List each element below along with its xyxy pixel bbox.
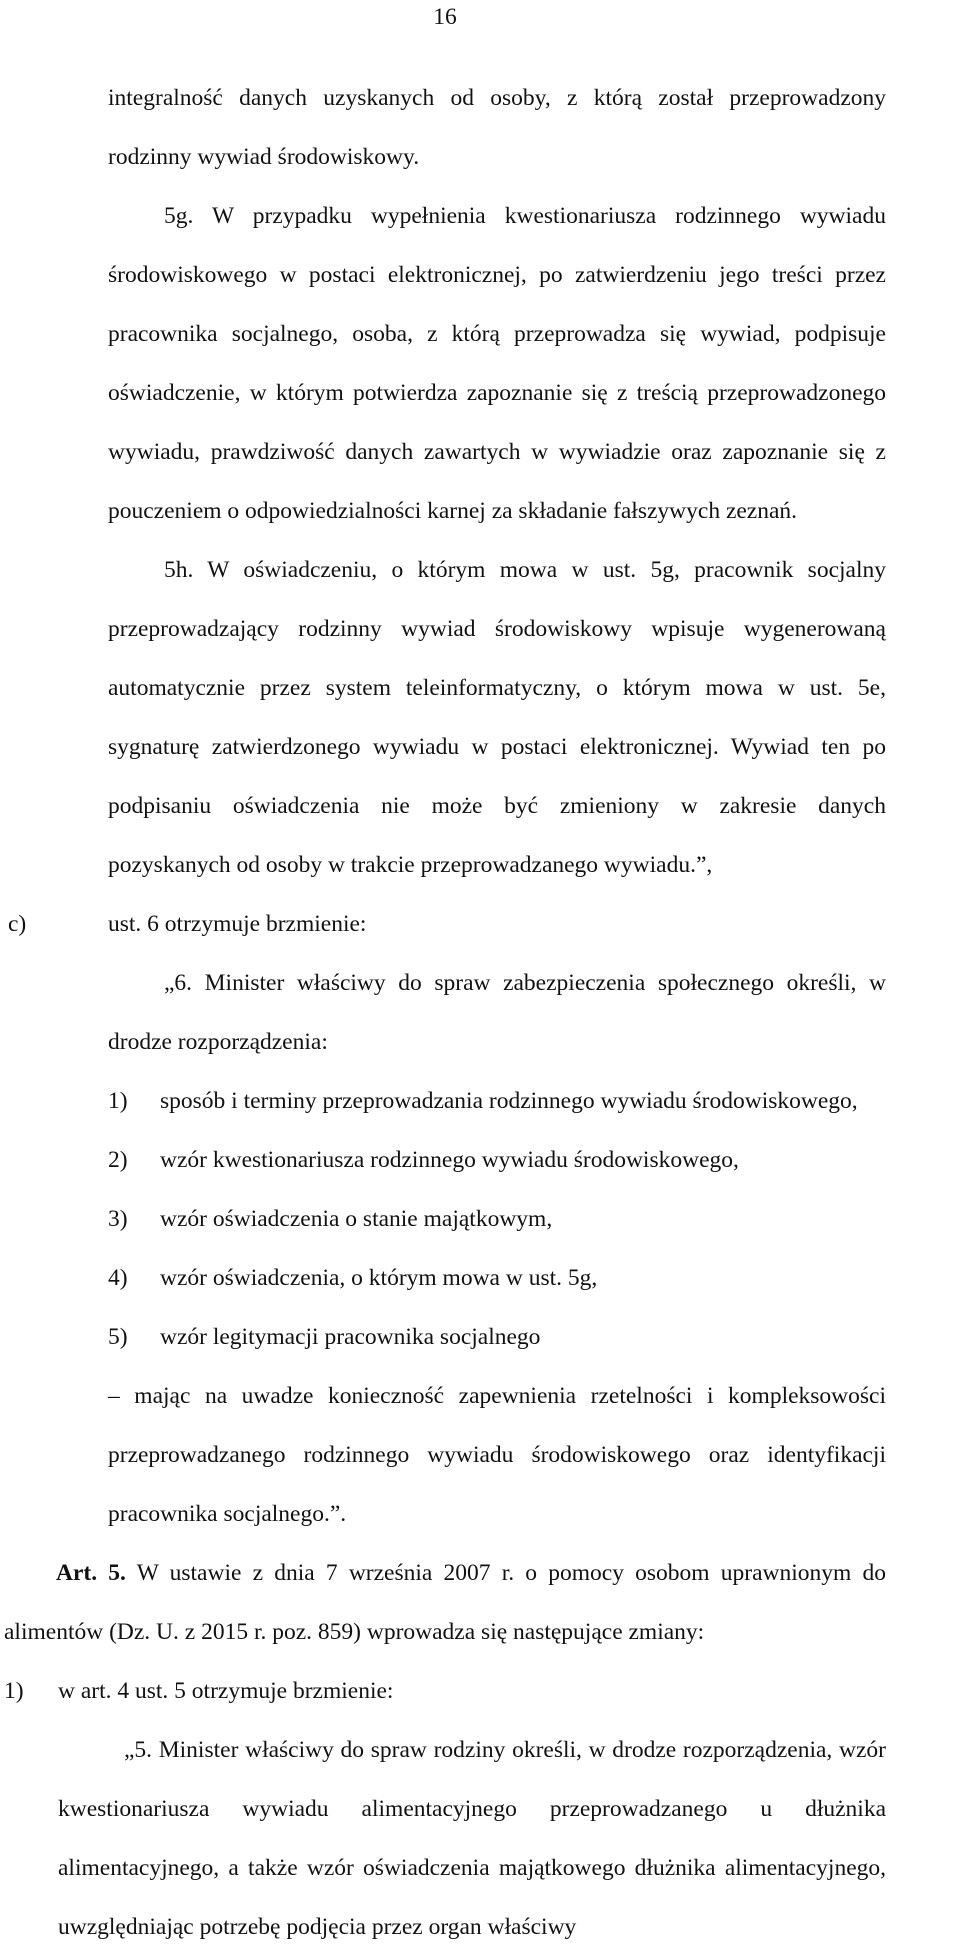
article-label: Art. 5.: [56, 1560, 126, 1586]
list-item-number: 2): [108, 1147, 128, 1173]
regulation-list: [0, 1072, 960, 1367]
document-body: [0, 69, 960, 1957]
list-item-number: 4): [108, 1265, 128, 1291]
page-number: 16: [433, 4, 457, 30]
list-item: [0, 1190, 886, 1249]
list-item-text: wzór oświadczenia, o którym mowa w ust. 5g,: [160, 1265, 598, 1291]
quoted-paragraph-5: „5. Minister właściwy do spraw rodziny określi, w drodze rozporządzenia, wzór kwestionariusza wywiadu alimentacyjnego przeprowadzanego u dłużnika alimentacyjnego, a także wzór oświadczenia majątkowego dłużnika alimentacyjnego, uwzględniając potrzebę podjęcia przez organ właściwy: [58, 1737, 886, 1940]
list-item: [0, 1131, 886, 1190]
list-item-text: wzór oświadczenia o stanie majątkowym,: [160, 1206, 553, 1232]
list-item: [0, 1249, 886, 1308]
closing-clause: – mając na uwadze konieczność zapewnienia rzetelności i kompleksowości przeprowadzanego rodzinnego wywiadu środowiskowego oraz identyfikacji pracownika socjalnego.”.: [108, 1383, 886, 1527]
list-item-number: 3): [108, 1206, 128, 1232]
paragraph-5h: 5h. W oświadczeniu, o którym mowa w ust. 5g, pracownik socjalny przeprowadzający rodzinny wywiad środowiskowy wpisuje wygenerowaną automatycznie przez system teleinformatyczny, o którym mowa w ust. 5e, sygnaturę zatwierdzonego wywiadu w postaci elektronicznej. Wywiad ten po podpisaniu oświadczenia nie może być zmieniony w zakresie danych pozyskanych od osoby w trakcie przeprowadzanego wywiadu.”,: [108, 557, 886, 878]
list-item-text: sposób i terminy przeprowadzania rodzinnego wywiadu środowiskowego,: [160, 1088, 858, 1114]
article-item-1-text: w art. 4 ust. 5 otrzymuje brzmienie:: [58, 1678, 394, 1704]
list-item-number: 1): [108, 1088, 128, 1114]
list-item-text: wzór kwestionariusza rodzinnego wywiadu środowiskowego,: [160, 1147, 739, 1173]
point-c: [0, 895, 886, 954]
list-item: [0, 1308, 886, 1367]
article-item-1: [0, 1662, 886, 1721]
point-c-text: ust. 6 otrzymuje brzmienie:: [108, 911, 367, 937]
list-item: [0, 1072, 886, 1131]
point-c-marker: c): [8, 911, 27, 937]
paragraph-5g: 5g. W przypadku wypełnienia kwestionariusza rodzinnego wywiadu środowiskowego w postaci elektronicznej, po zatwierdzeniu jego treści przez pracownika socjalnego, osoba, z którą przeprowadza się wywiad, podpisuje oświadczenie, w którym potwierdza zapoznanie się z treścią przeprowadzonego wywiadu, prawdziwość danych zawartych w wywiadzie oraz zapoznanie się z pouczeniem o odpowiedzialności karnej za składanie fałszywych zeznań.: [108, 203, 886, 524]
list-item-text: wzór legitymacji pracownika socjalnego: [160, 1324, 541, 1350]
article-5: [0, 1544, 886, 1662]
paragraph-6: „6. Minister właściwy do spraw zabezpieczenia społecznego określi, w drodze rozporządzenia:: [108, 970, 886, 1055]
article-text: W ustawie z dnia 7 września 2007 r. o pomocy osobom uprawnionym do alimentów (Dz. U. z 2015 r. poz. 859) wprowadza się następujące zmiany:: [4, 1560, 886, 1645]
paragraph-continuation: integralność danych uzyskanych od osoby, z którą został przeprowadzony rodzinny wywiad środowiskowy.: [108, 85, 886, 170]
list-item-number: 5): [108, 1324, 128, 1350]
article-item-1-marker: 1): [4, 1678, 24, 1704]
